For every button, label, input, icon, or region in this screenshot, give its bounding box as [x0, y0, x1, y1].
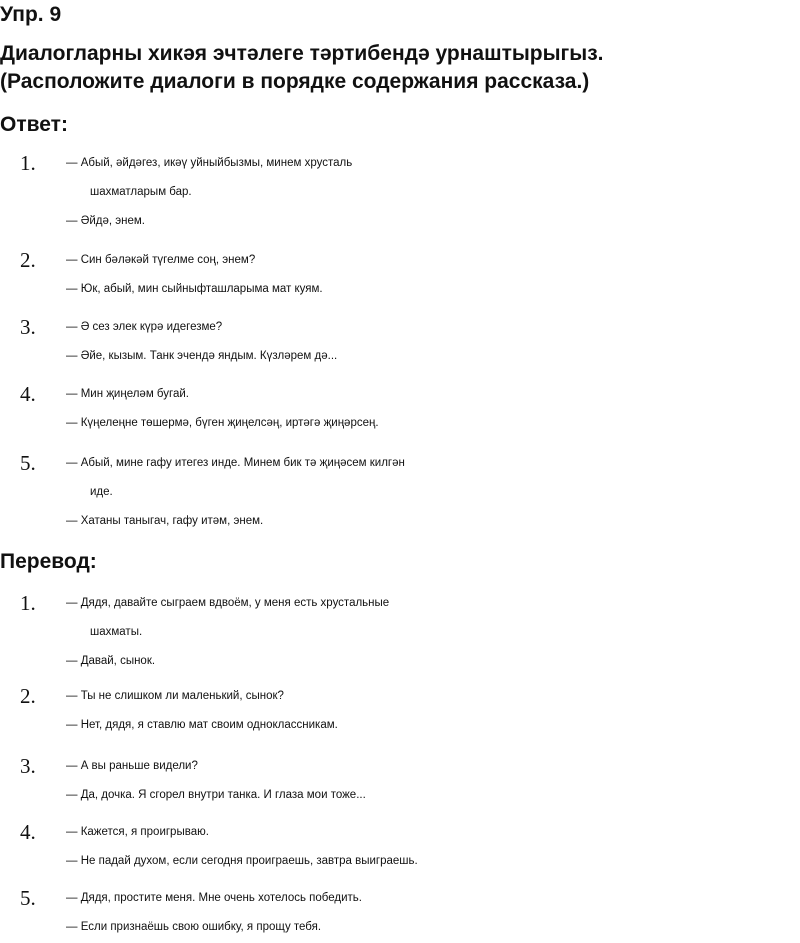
- dialogue-line: шахматларым бар.: [90, 186, 192, 198]
- dialogue-line: — Дядя, давайте сыграем вдвоём, у меня есть хрустальные: [66, 597, 390, 609]
- dialogue-line: — Дядя, простите меня. Мне очень хотелось победить.: [66, 892, 362, 904]
- dialogue-line: — Син бәләкәй түгелме соң, энем?: [66, 254, 256, 266]
- dialogue-line: — Нет, дядя, я ставлю мат своим одноклассникам.: [66, 719, 338, 731]
- item-number: 3.: [20, 315, 36, 339]
- item-number: 4.: [20, 820, 36, 844]
- dialogue-line: — Не падай духом, если сегодня проиграешь, завтра выиграешь.: [66, 855, 418, 867]
- dialogue-line: — Кажется, я проигрываю.: [66, 826, 209, 838]
- dialogue-line: — Хатаны таныгач, гафу итәм, энем.: [66, 515, 264, 527]
- item-number: 2.: [20, 248, 36, 272]
- dialogue-line: иде.: [90, 486, 113, 498]
- item-number: 5.: [20, 886, 36, 910]
- dialogue-line: — Давай, сынок.: [66, 655, 156, 667]
- task-line-1: Диалогларны хикәя эчтәлеге тәртибендә урнаштырыгыз.: [0, 42, 604, 65]
- item-number: 4.: [20, 382, 36, 406]
- dialogue-line: — Әйе, кызым. Танк эчендә яндым. Күзләрем дә...: [66, 350, 338, 362]
- dialogue-line: — Ты не слишком ли маленький, сынок?: [66, 690, 284, 702]
- item-number: 5.: [20, 451, 36, 475]
- task-line-2: (Расположите диалоги в порядке содержания рассказа.): [0, 70, 590, 93]
- dialogue-line: — Если признаёшь свою ошибку, я прощу тебя.: [66, 921, 322, 933]
- answer-heading: Ответ:: [0, 113, 68, 136]
- dialogue-line: — Абый, әйдәгез, икәү уйныйбызмы, минем хрусталь: [66, 157, 353, 169]
- dialogue-line: — Күңелеңне төшермә, бүген җиңелсәң, иртәгә җиңәрсең.: [66, 417, 379, 429]
- translation-heading: Перевод:: [0, 550, 97, 573]
- item-number: 2.: [20, 684, 36, 708]
- dialogue-line: — Да, дочка. Я сгорел внутри танка. И глаза мои тоже...: [66, 789, 366, 801]
- item-number: 3.: [20, 754, 36, 778]
- exercise-label: Упр. 9: [0, 3, 62, 26]
- dialogue-line: — Мин җиңеләм бугай.: [66, 388, 189, 400]
- item-number: 1.: [20, 151, 36, 175]
- dialogue-line: — Әйдә, энем.: [66, 215, 145, 227]
- dialogue-line: — А вы раньше видели?: [66, 760, 198, 772]
- dialogue-line: — Ә сез элек күрә идегезме?: [66, 321, 223, 333]
- item-number: 1.: [20, 591, 36, 615]
- dialogue-line: — Абый, мине гафу итегез инде. Минем бик тә җиңәсем килгән: [66, 457, 405, 469]
- dialogue-line: шахматы.: [90, 626, 143, 638]
- dialogue-line: — Юк, абый, мин сыйныфташларыма мат куям.: [66, 283, 323, 295]
